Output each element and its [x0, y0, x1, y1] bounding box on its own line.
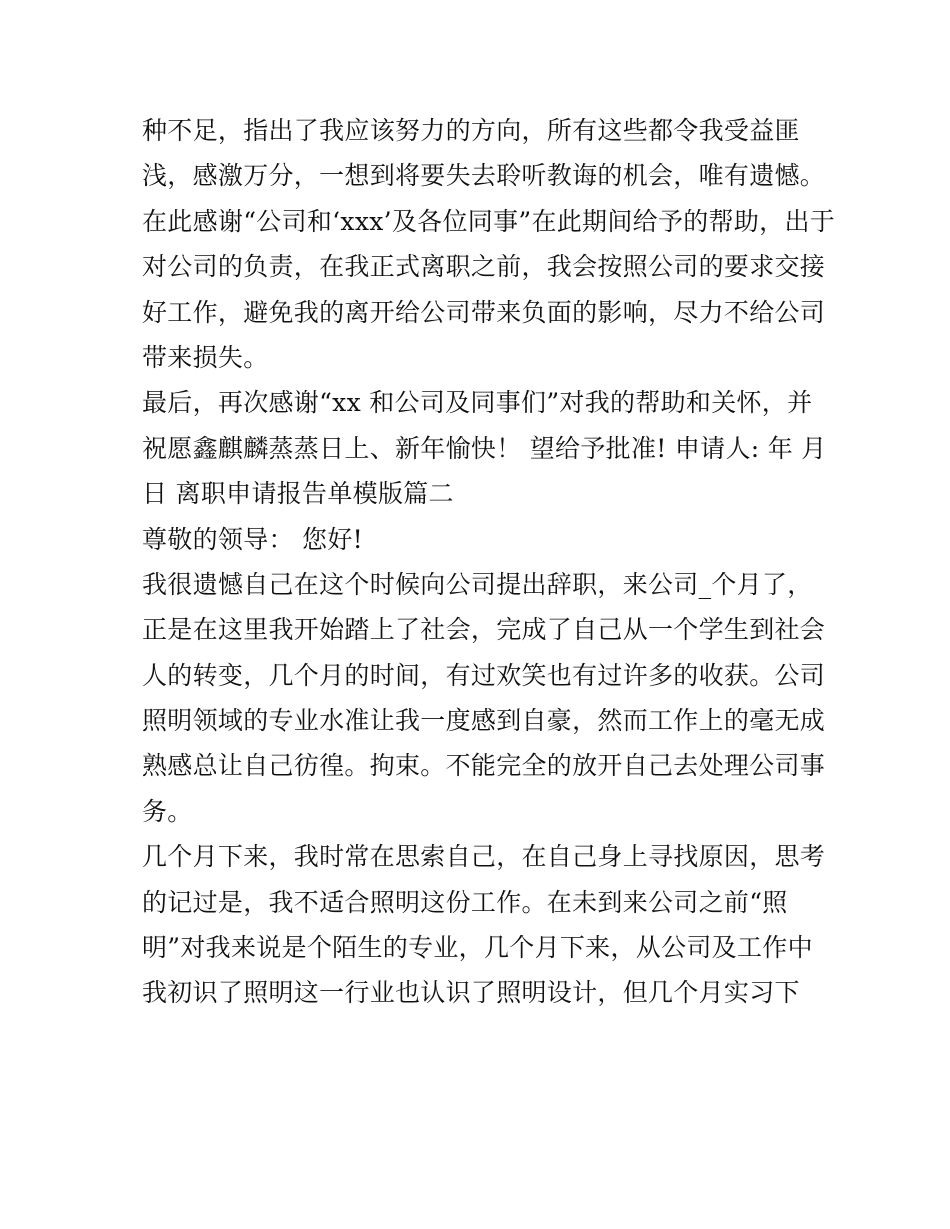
text-line: 的记过是，我不适合照明这份工作。在未到来公司之前“照 — [142, 887, 788, 917]
text-line: 正是在这里我开始踏上了社会，完成了自己从一个学生到社会 — [142, 615, 826, 645]
text-line: 几个月下来，我时常在思索自己，在自己身上寻找原因，思考 — [142, 842, 826, 872]
text-line: 尊敬的领导： 您好! — [142, 524, 363, 554]
text-line: 熟感总让自己彷徨。拘束。不能完全的放开自己去处理公司事 — [142, 751, 826, 781]
text-line: 在此感谢“公司和‘xxx’及各位同事”在此期间给予的帮助，出于 — [142, 206, 836, 236]
text-line: 我很遗憾自己在这个时候向公司提出辞职，来公司_个月了， — [142, 569, 813, 599]
text-line: 带来损失。 — [142, 342, 269, 372]
text-line: 浅，感激万分，一想到将要失去聆听教诲的机会，唯有遗憾。 — [142, 161, 826, 191]
document-body — [142, 108, 836, 1016]
text-line: 务。 — [142, 796, 193, 826]
text-line: 祝愿鑫麒麟蒸蒸日上、新年愉快！ 望给予批准! 申请人: 年 月 — [142, 433, 827, 463]
text-line: 明”对我来说是个陌生的专业，几个月下来，从公司及工作中 — [142, 933, 813, 963]
text-line: 我初识了照明这一行业也认识了照明设计，但几个月实习下 — [142, 978, 800, 1008]
text-line: 好工作，避免我的离开给公司带来负面的影响，尽力不给公司 — [142, 297, 826, 327]
text-line: 人的转变，几个月的时间，有过欢笑也有过许多的收获。公司 — [142, 660, 826, 690]
text-line: 对公司的负责，在我正式离职之前，我会按照公司的要求交接 — [142, 252, 826, 282]
text-line: 日 离职申请报告单模版篇二 — [142, 479, 454, 509]
text-line: 照明领域的专业水准让我一度感到自豪，然而工作上的毫无成 — [142, 706, 826, 736]
text-line: 最后，再次感谢“xx 和公司及同事们”对我的帮助和关怀，并 — [142, 388, 813, 418]
text-line: 种不足，指出了我应该努力的方向，所有这些都令我受益匪 — [142, 116, 800, 145]
